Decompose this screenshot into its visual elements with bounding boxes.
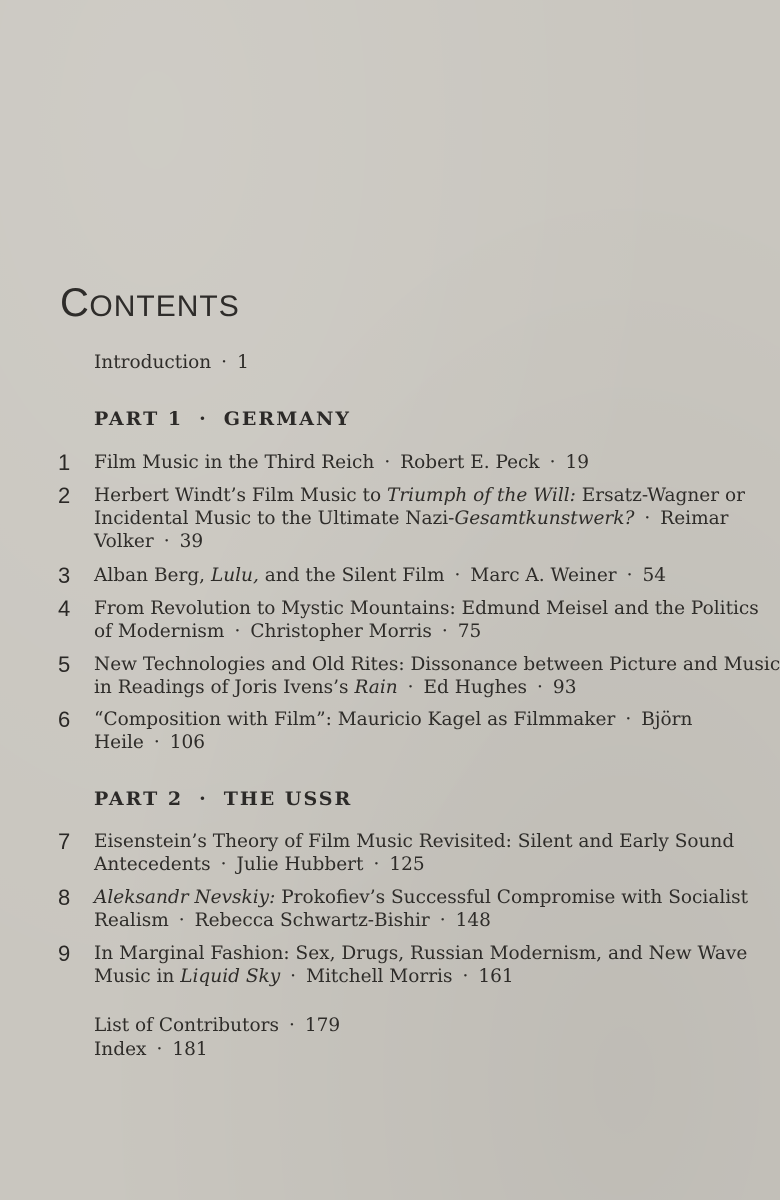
chapter-8-entry: Aleksandr Nevskiy: Prokofiev’s Successful Compromise with Socialist Realism · Rebecca Schwartz-Bishir · 148 — [94, 887, 749, 931]
intro-entry: Introduction · 1 — [94, 352, 249, 373]
chapter-number: 3 — [58, 563, 71, 588]
chapter-number: 7 — [58, 829, 71, 854]
contributors-entry: List of Contributors · 179 — [94, 1015, 341, 1036]
part-1-heading: PART 1 · GERMANY — [94, 408, 351, 430]
chapter-number: 2 — [58, 483, 71, 508]
chapter-number: 8 — [58, 885, 71, 910]
chapter-7-entry: Eisenstein’s Theory of Film Music Revisited: Silent and Early Sound Antecedents · Julie Hubbert · 125 — [94, 831, 735, 875]
chapter-1-entry: Film Music in the Third Reich · Robert E. Peck · 19 — [94, 452, 590, 473]
part-2-heading: PART 2 · THE USSR — [94, 788, 353, 810]
chapter-9-entry: In Marginal Fashion: Sex, Drugs, Russian Modernism, and New Wave Music in Liquid Sky · Mitchell Morris · 161 — [94, 943, 748, 987]
chapter-number: 6 — [58, 707, 71, 732]
chapter-number: 9 — [58, 941, 71, 966]
chapter-number: 1 — [58, 450, 71, 475]
chapter-5-entry: New Technologies and Old Rites: Dissonance between Picture and Music in Readings of Joris Ivens’s Rain · Ed Hughes · 93 — [94, 654, 780, 698]
index-entry: Index · 181 — [94, 1039, 208, 1060]
chapter-6-entry: “Composition with Film”: Mauricio Kagel as Filmmaker · Björn Heile · 106 — [94, 709, 693, 753]
chapter-2-entry: Herbert Windt’s Film Music to Triumph of the Will: Ersatz-Wagner or Incidental Music to the Ultimate Nazi-Gesamtkunstwerk? · Reimar Volker · 39 — [94, 485, 745, 552]
chapter-4-entry: From Revolution to Mystic Mountains: Edmund Meisel and the Politics of Modernism · Christopher Morris · 75 — [94, 598, 759, 642]
contents-heading: CONTENTS — [60, 281, 240, 325]
chapter-number: 4 — [58, 596, 71, 621]
chapter-3-entry: Alban Berg, Lulu, and the Silent Film · Marc A. Weiner · 54 — [94, 565, 667, 586]
chapter-number: 5 — [58, 652, 71, 677]
